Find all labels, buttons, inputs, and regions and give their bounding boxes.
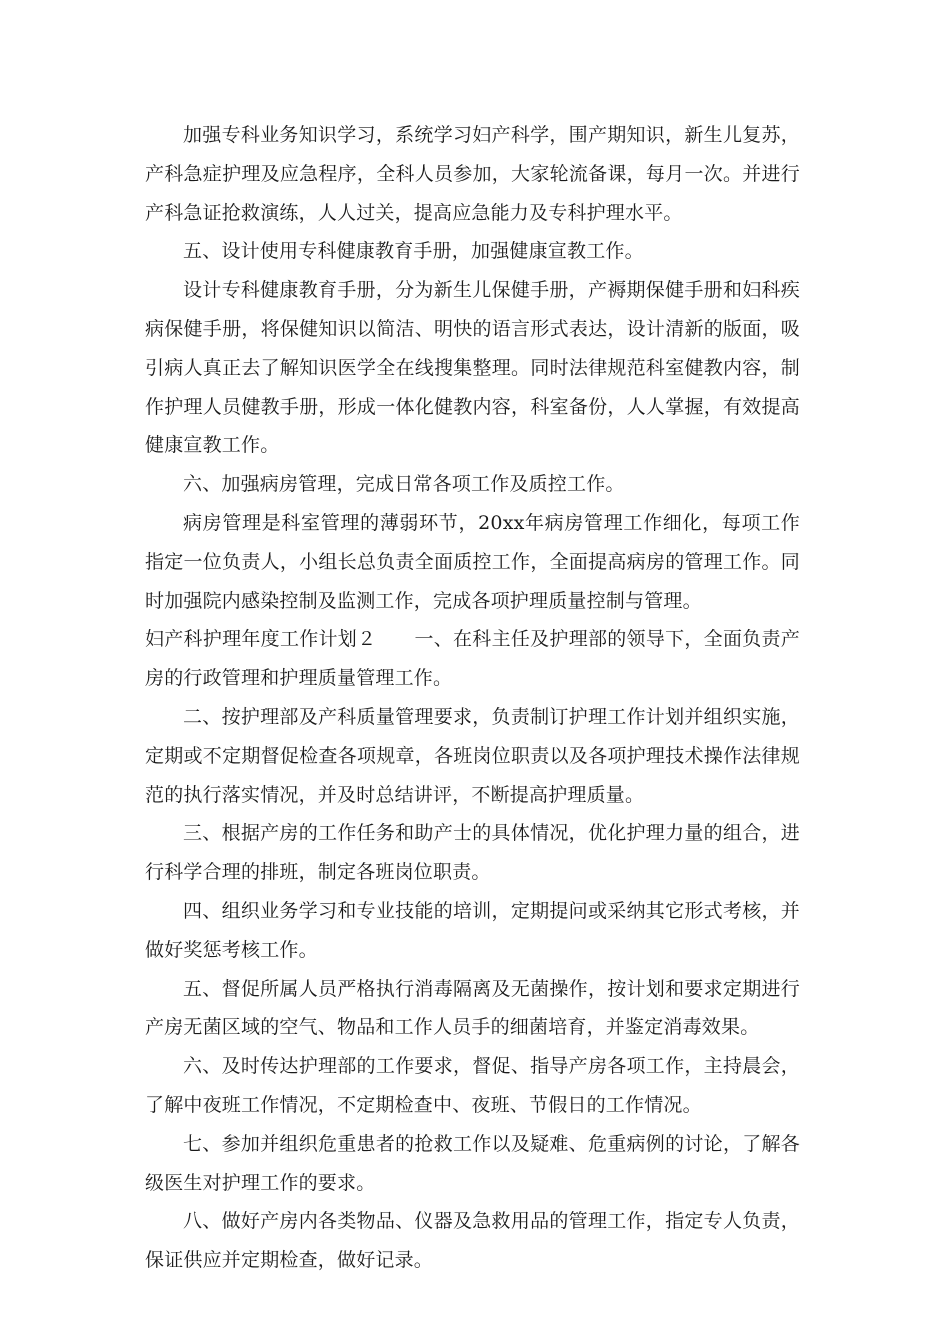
plan-item-6: 六、及时传达护理部的工作要求，督促、指导产房各项工作，主持晨会，了解中夜班工作情况，不定期检查中、夜班、节假日的工作情况。 — [145, 1055, 800, 1116]
paragraph-ward-management: 病房管理是科室管理的薄弱环节，20xx年病房管理工作细化，每项工作指定一位负责人，小组长总负责全面质控工作，全面提高病房的管理工作。同时加强院内感染控制及监测工作，完成各项护理质量控制与管理。 — [145, 511, 800, 612]
section-heading-ward-management: 六、加强病房管理，完成日常各项工作及质控工作。 — [183, 473, 625, 496]
plan-item-1: 一、在科主任及护理部的领导下，全面负责产房的行政管理和护理质量管理工作。 — [145, 628, 800, 690]
paragraph-training: 加强专科业务知识学习，系统学习妇产科学，围产期知识，新生儿复苏，产科急症护理及应急程序，全科人员参加，大家轮流备课，每月一次。并进行产科急证抢救演练，人人过关，提高应急能力及专科护理水平。 — [145, 124, 800, 224]
plan-item-2: 二、按护理部及产科质量管理要求，负责制订护理工作计划并组织实施，定期或不定期督促检查各项规章，各班岗位职责以及各项护理技术操作法律规范的执行落实情况，并及时总结讲评，不断提高护理质量。 — [145, 705, 800, 806]
paragraph-health-education: 设计专科健康教育手册，分为新生儿保健手册，产褥期保健手册和妇科疾病保健手册，将保健知识以简洁、明快的语言形式表达，设计清新的版面，吸引病人真正去了解知识医学全在线搜集整理。同时法律规范科室健教内容，制作护理人员健教手册，形成一体化健教内容，科室备份，人人掌握，有效提高健康宣教工作。 — [145, 279, 800, 457]
plan-heading-paragraph — [145, 620, 800, 698]
plan-item-7: 七、参加并组织危重患者的抢救工作以及疑难、危重病例的讨论，了解各级医生对护理工作的要求。 — [145, 1132, 800, 1194]
section-heading-health-education: 五、设计使用专科健康教育手册，加强健康宣教工作。 — [183, 240, 644, 263]
plan-item-5: 五、督促所属人员严格执行消毒隔离及无菌操作，按计划和要求定期进行产房无菌区域的空气、物品和工作人员手的细菌培育，并鉴定消毒效果。 — [145, 977, 800, 1039]
plan-item-8: 八、做好产房内各类物品、仪器及急救用品的管理工作，指定专人负责，保证供应并定期检查，做好记录。 — [145, 1210, 800, 1272]
plan-item-4: 四、组织业务学习和专业技能的培训，定期提问或采纳其它形式考核，并做好奖惩考核工作。 — [145, 899, 800, 961]
document-page — [145, 116, 800, 1280]
plan-item-3: 三、根据产房的工作任务和助产士的具体情况，优化护理力量的组合，进行科学合理的排班，制定各班岗位职责。 — [145, 822, 800, 884]
plan-title: 妇产科护理年度工作计划２ — [145, 628, 377, 651]
